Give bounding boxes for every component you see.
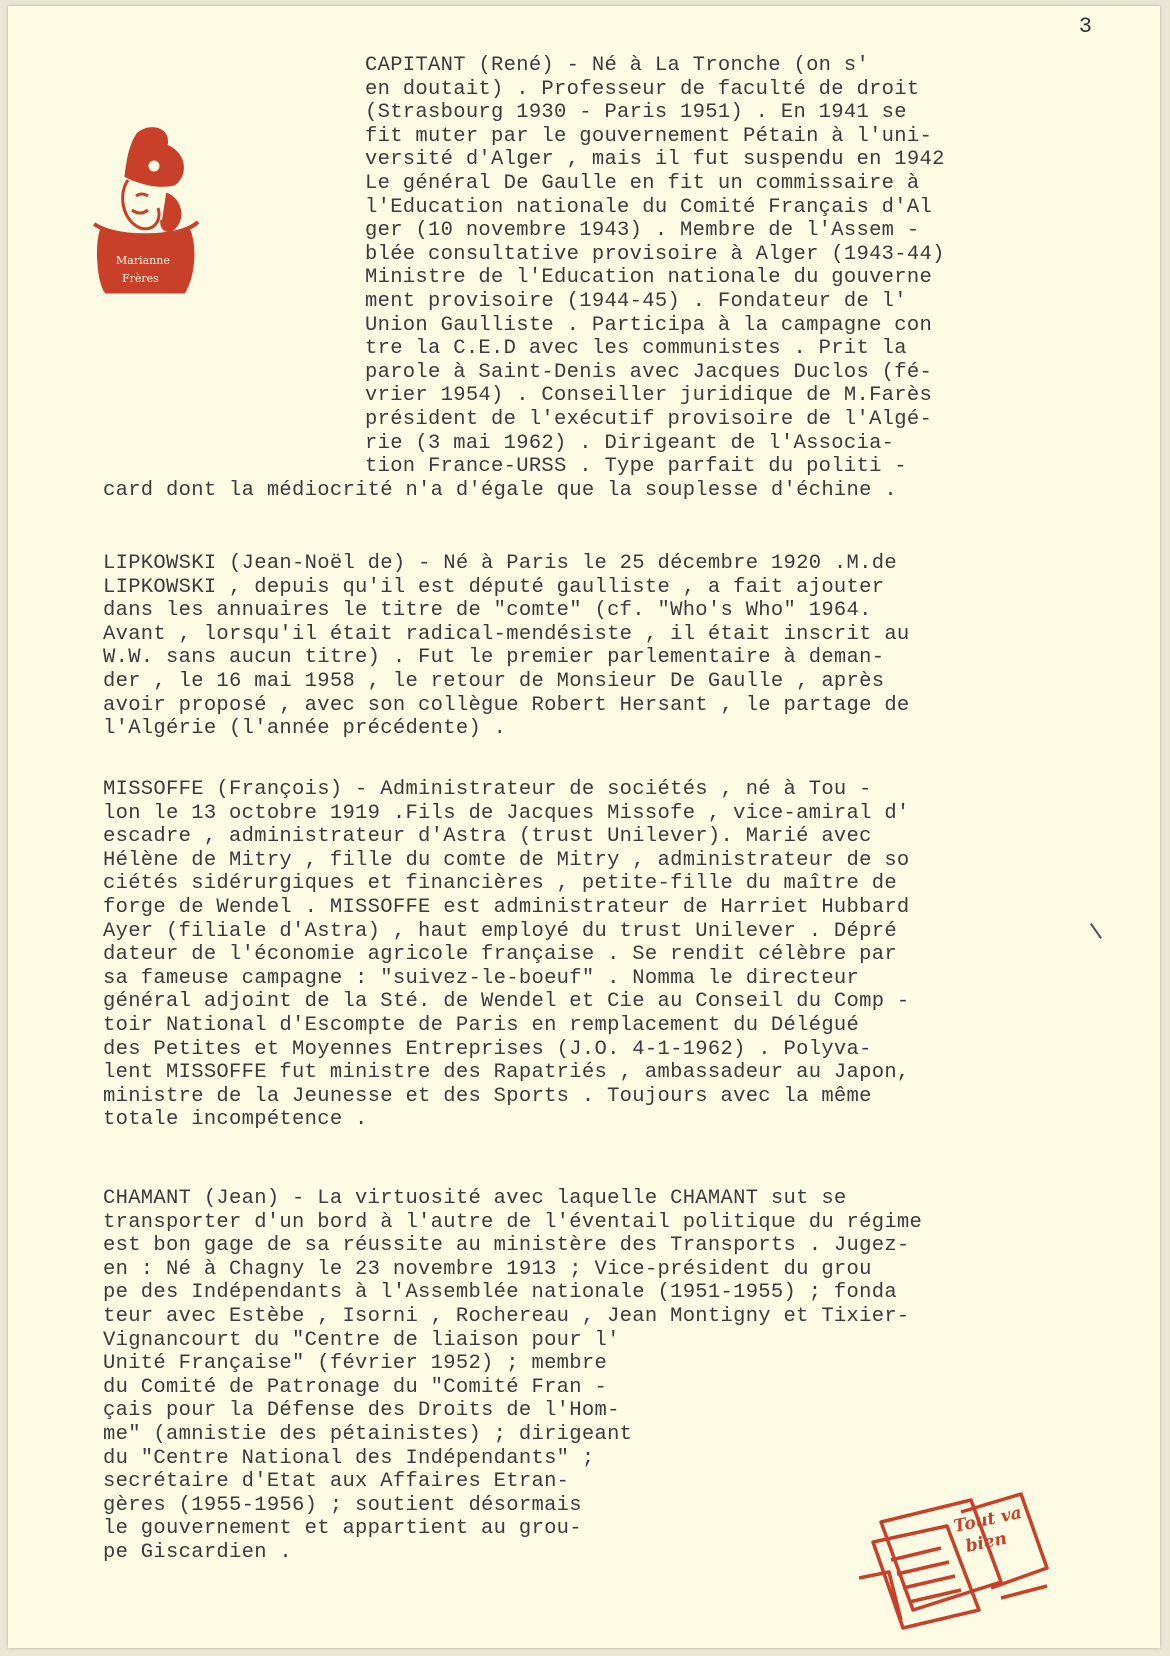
text-line: vrier 1954) . Conseiller juridique de M.Farès	[365, 384, 933, 408]
svg-text:Tout va: Tout va	[951, 1502, 1024, 1537]
text-line: gères (1955-1956) ; soutient désormais	[103, 1493, 582, 1517]
entry-missoffe	[103, 778, 910, 1132]
caricature-stamp-icon	[88, 124, 206, 300]
text-line: Ayer (filiale d'Astra) , haut employé du trust Unilever . Dépré	[103, 919, 897, 943]
svg-text:Marianne: Marianne	[116, 254, 170, 267]
text-line: est bon gage de sa réussite au ministère des Transports . Jugez-	[103, 1234, 910, 1258]
text-line: le gouvernement et appartient au grou-	[103, 1517, 582, 1541]
text-line: pe Giscardien .	[103, 1540, 293, 1564]
svg-text:Frères: Frères	[122, 272, 159, 285]
text-line: W.W. sans aucun titre) . Fut le premier parlementaire à deman-	[103, 646, 885, 670]
text-line: CHAMANT (Jean) - La virtuosité avec laquelle CHAMANT sut se	[103, 1187, 847, 1210]
text-line: toir National d'Escompte de Paris en remplacement du Délégué	[103, 1013, 860, 1037]
newspaper-stamp-icon	[851, 1482, 1051, 1632]
text-line: me" (amnistie des pétainistes) ; dirigeant	[103, 1422, 633, 1446]
text-line: (Strasbourg 1930 - Paris 1951) . En 1941 se	[365, 101, 907, 125]
text-line: blée consultative provisoire à Alger (1943-44)	[365, 242, 945, 266]
page-number: 3	[1078, 14, 1092, 39]
stray-mark	[1090, 923, 1102, 939]
text-line: en doutait) . Professeur de faculté de droit	[365, 77, 920, 101]
text-line: secrétaire d'Etat aux Affaires Etran-	[103, 1470, 570, 1494]
text-line: l'Algérie (l'année précédente) .	[103, 717, 507, 741]
text-line: fit muter par le gouvernement Pétain à l'uni-	[365, 124, 933, 148]
text-line: pe des Indépendants à l'Assemblée nationale (1951-1955) ; fonda	[103, 1281, 897, 1305]
text-line: général adjoint de la Sté. de Wendel et Cie au Conseil du Comp -	[103, 990, 910, 1014]
text-line: du Comité de Patronage du "Comité Fran -	[103, 1375, 608, 1399]
text-line: en : Né à Chagny le 23 novembre 1913 ; Vice-président du grou	[103, 1257, 872, 1281]
text-line: Avant , lorsqu'il était radical-mendésiste , il était inscrit au	[103, 622, 910, 646]
text-line: tion France-URSS . Type parfait du politi -	[365, 455, 907, 479]
text-line: CAPITANT (René) - Né à La Tronche (on s'	[365, 54, 870, 77]
svg-text:bien: bien	[963, 1528, 1009, 1557]
text-line: des Petites et Moyennes Entreprises (J.O. 4-1-1962) . Polyva-	[103, 1037, 872, 1061]
text-line: avoir proposé , avec son collègue Robert Hersant , le partage de	[103, 693, 910, 717]
entry-capitant-tail	[103, 479, 897, 503]
text-line: ment provisoire (1944-45) . Fondateur de l'	[365, 289, 907, 313]
text-line: Ministre de l'Education nationale du gouverne	[365, 266, 933, 290]
text-line: lon le 13 octobre 1919 .Fils de Jacques Missofe , vice-amiral d'	[103, 801, 910, 825]
text-line: Union Gaulliste . Participa à la campagne con	[365, 313, 933, 337]
text-line: tre la C.E.D avec les communistes . Prit la	[365, 337, 907, 361]
text-line: ger (10 novembre 1943) . Membre de l'Assem -	[365, 219, 920, 243]
text-line: teur avec Estèbe , Isorni , Rochereau , Jean Montigny et Tixier-	[103, 1304, 910, 1328]
text-line: card dont la médiocrité n'a d'égale que la souplesse d'échine .	[103, 479, 897, 502]
text-line: rie (3 mai 1962) . Dirigeant de l'Associa-	[365, 431, 895, 455]
text-line: du "Centre National des Indépendants" ;	[103, 1446, 595, 1470]
entry-lipkowski	[103, 552, 910, 741]
text-line: forge de Wendel . MISSOFFE est administrateur de Harriet Hubbard	[103, 895, 910, 919]
text-line: çais pour la Défense des Droits de l'Hom-	[103, 1399, 620, 1423]
text-line: totale incompétence .	[103, 1108, 368, 1132]
text-line: président de l'exécutif provisoire de l'Algé-	[365, 407, 933, 431]
text-line: ciétés sidérurgiques et financières , petite-fille du maître de	[103, 872, 897, 896]
text-line: Hélène de Mitry , fille du comte de Mitry , administrateur de so	[103, 848, 910, 872]
text-line: der , le 16 mai 1958 , le retour de Monsieur De Gaulle , après	[103, 669, 885, 693]
text-line: MISSOFFE (François) - Administrateur de sociétés , né à Tou -	[103, 778, 872, 801]
text-line: dateur de l'économie agricole française . Se rendit célèbre par	[103, 943, 897, 967]
text-line: escadre , administrateur d'Astra (trust Unilever). Marié avec	[103, 825, 872, 849]
text-line: Le général De Gaulle en fit un commissaire à	[365, 171, 920, 195]
text-line: lent MISSOFFE fut ministre des Rapatriés , ambassadeur au Japon,	[103, 1061, 910, 1085]
entry-capitant	[365, 54, 945, 479]
text-line: LIPKOWSKI (Jean-Noël de) - Né à Paris le 25 décembre 1920 .M.de	[103, 552, 897, 575]
document-page	[8, 6, 1160, 1648]
text-line: sa fameuse campagne : "suivez-le-boeuf" . Nomma le directeur	[103, 966, 860, 990]
text-line: LIPKOWSKI , depuis qu'il est député gaulliste , a fait ajouter	[103, 575, 885, 599]
entry-chamant	[103, 1187, 922, 1565]
text-line: versité d'Alger , mais il fut suspendu en 1942	[365, 148, 945, 172]
text-line: transporter d'un bord à l'autre de l'éventail politique du régime	[103, 1210, 923, 1234]
text-line: parole à Saint-Denis avec Jacques Duclos (fé-	[365, 360, 933, 384]
text-line: l'Education nationale du Comité Français d'Al	[365, 195, 933, 219]
text-line: dans les annuaires le titre de "comte" (cf. "Who's Who" 1964.	[103, 599, 872, 623]
text-line: Unité Française" (février 1952) ; membre	[103, 1352, 608, 1376]
text-line: Vignancourt du "Centre de liaison pour l'	[103, 1328, 620, 1352]
text-line: ministre de la Jeunesse et des Sports . Toujours avec la même	[103, 1084, 872, 1108]
